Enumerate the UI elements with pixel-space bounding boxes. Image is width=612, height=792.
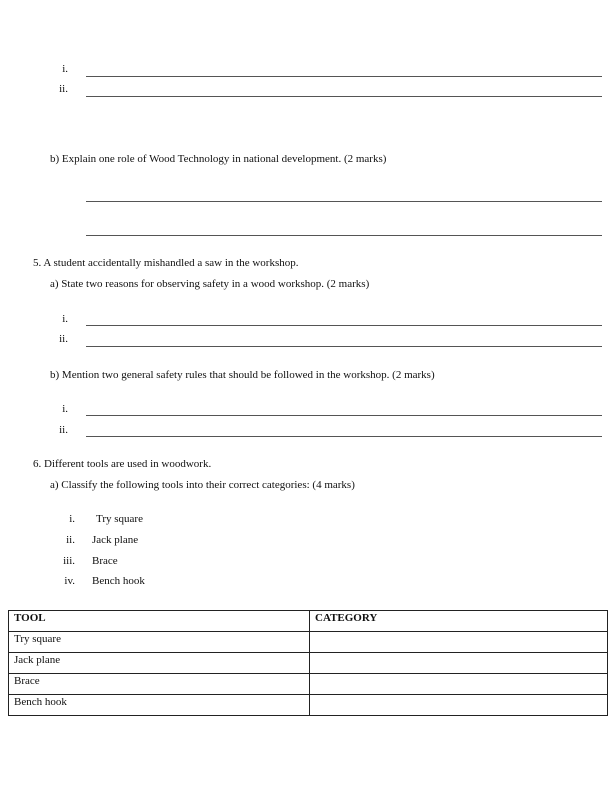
category-cell[interactable] (310, 653, 608, 674)
tool-cell: Bench hook (9, 695, 310, 716)
header-tool: TOOL (9, 611, 310, 632)
answer-line[interactable] (86, 436, 602, 437)
answer-line[interactable] (86, 201, 602, 202)
answer-line[interactable] (86, 346, 602, 347)
tool-cell: Brace (9, 674, 310, 695)
table-row (9, 632, 608, 653)
category-cell[interactable] (310, 632, 608, 653)
list-item: Bench hook (92, 575, 145, 587)
table-row (9, 674, 608, 695)
question-5a: a) State two reasons for observing safety in a wood workshop. (2 marks) (50, 278, 370, 290)
question-4b: b) Explain one role of Wood Technology in national development. (2 marks) (50, 153, 387, 165)
answer-line[interactable] (86, 415, 602, 416)
question-5b: b) Mention two general safety rules that should be followed in the workshop. (2 marks) (50, 369, 435, 381)
list-number: iv. (64, 575, 75, 587)
answer-label: ii. (59, 333, 68, 345)
tool-category-table (8, 610, 608, 716)
category-cell[interactable] (310, 695, 608, 716)
answer-label: i. (62, 403, 68, 415)
list-item: Jack plane (92, 534, 139, 546)
answer-label: ii. (59, 424, 68, 436)
answer-label: ii. (59, 83, 68, 95)
tool-cell: Jack plane (9, 653, 310, 674)
question-5-stem: 5. A student accidentally mishandled a saw in the workshop. (33, 257, 299, 269)
header-category: CATEGORY (310, 611, 608, 632)
list-item: Try square (96, 513, 143, 525)
answer-line[interactable] (86, 325, 602, 326)
table-row (9, 653, 608, 674)
list-number: iii. (63, 555, 75, 567)
question-6a: a) Classify the following tools into their correct categories: (4 marks) (50, 479, 355, 491)
list-number: ii. (66, 534, 75, 546)
table-header-row (9, 611, 608, 632)
answer-line[interactable] (86, 96, 602, 97)
table-row (9, 695, 608, 716)
answer-label: i. (62, 313, 68, 325)
list-item: Brace (92, 555, 118, 567)
tool-cell: Try square (9, 632, 310, 653)
answer-label: i. (62, 63, 68, 75)
question-6-stem: 6. Different tools are used in woodwork. (33, 458, 212, 470)
list-number: i. (69, 513, 75, 525)
category-cell[interactable] (310, 674, 608, 695)
answer-line[interactable] (86, 235, 602, 236)
answer-line[interactable] (86, 76, 602, 77)
